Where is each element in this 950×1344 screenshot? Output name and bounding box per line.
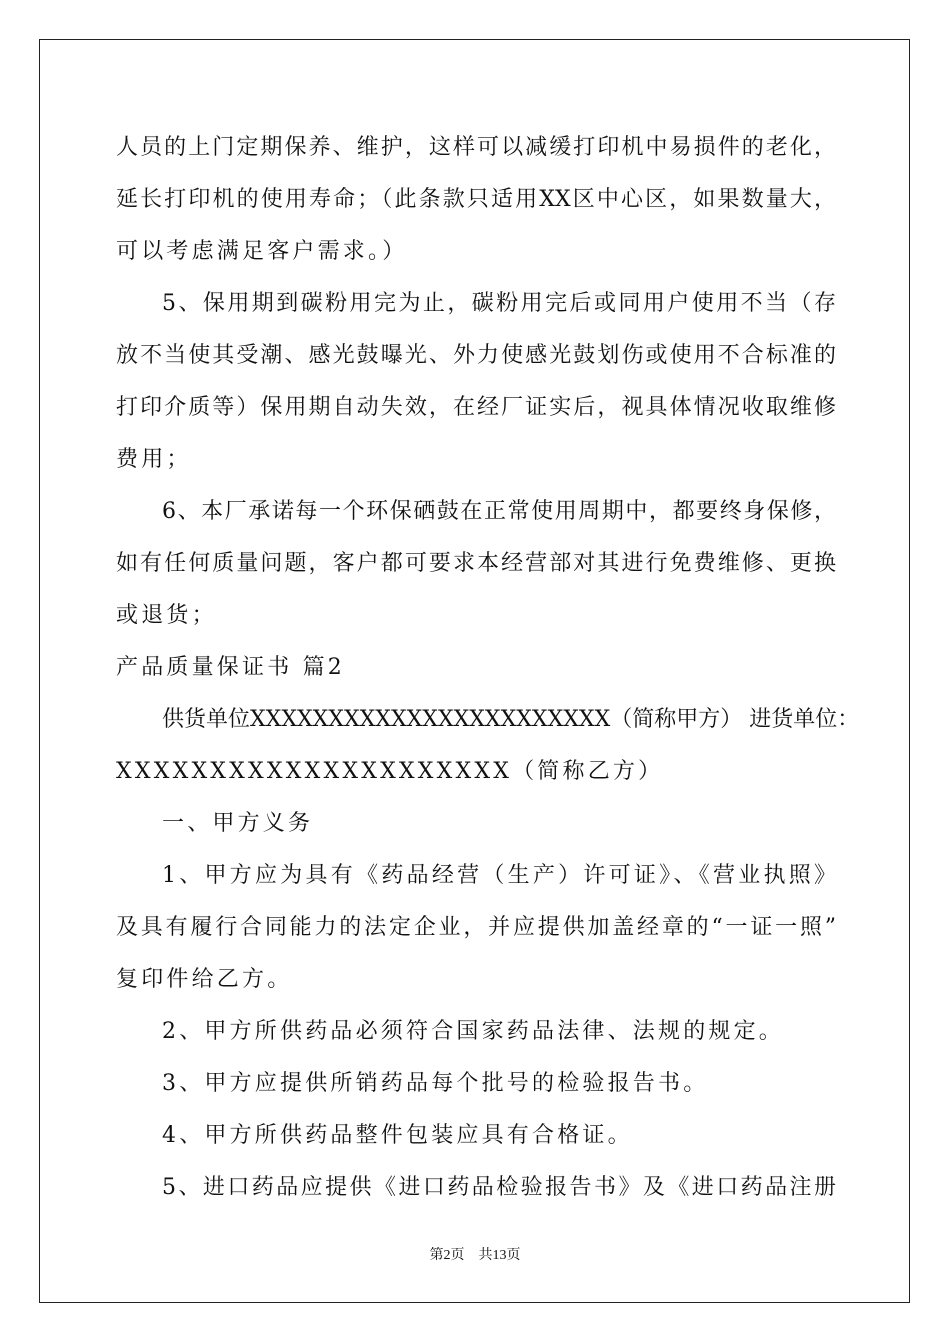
text-line: 一、甲方义务 xyxy=(162,811,314,836)
text-line: 供货单位XXXXXXXXXXXXXXXXXXXXXXX（简称甲方） 进货单位： xyxy=(162,707,860,732)
text-line: 1、甲方应为具有《药品经营（生产）许可证》、《营业执照》 xyxy=(162,863,836,888)
text-line: 复印件给乙方。 xyxy=(116,967,293,992)
text-line: 及具有履行合同能力的法定企业，并应提供加盖经章的“一证一照” xyxy=(116,915,836,940)
text-line: 5、保用期到碳粉用完为止，碳粉用完后或同用户使用不当（存 xyxy=(162,291,836,316)
text-line: 3、甲方应提供所销药品每个批号的检验报告书。 xyxy=(162,1071,709,1096)
text-line: 5、进口药品应提供《进口药品检验报告书》及《进口药品注册 xyxy=(162,1175,836,1200)
text-line: 打印介质等）保用期自动失效，在经厂证实后，视具体情况收取维修 xyxy=(116,395,836,420)
text-line: XXXXXXXXXXXXXXXXXXXXX（简称乙方） xyxy=(116,759,664,784)
text-line: 6、本厂承诺每一个环保硒鼓在正常使用周期中，都要终身保修， xyxy=(162,499,836,524)
text-line: 2、甲方所供药品必须符合国家药品法律、法规的规定。 xyxy=(162,1019,784,1044)
text-line: 可以考虑满足客户需求。） xyxy=(116,239,408,264)
section-heading: 产品质量保证书 篇2 xyxy=(116,655,345,680)
text-line: 4、甲方所供药品整件包装应具有合格证。 xyxy=(162,1123,633,1148)
page-footer: 第2页 共13页 xyxy=(429,1248,521,1263)
text-line: 人员的上门定期保养、维护，这样可以减缓打印机中易损件的老化， xyxy=(116,135,836,160)
document-body xyxy=(116,122,860,1214)
text-line: 延长打印机的使用寿命；（此条款只适用XX区中心区，如果数量大， xyxy=(116,187,836,212)
text-line: 如有任何质量问题，客户都可要求本经营部对其进行免费维修、更换 xyxy=(116,551,836,576)
text-line: 费用； xyxy=(116,447,192,472)
text-line: 放不当使其受潮、感光鼓曝光、外力使感光鼓划伤或使用不合标准的 xyxy=(116,343,836,368)
text-line: 或退货； xyxy=(116,603,217,628)
